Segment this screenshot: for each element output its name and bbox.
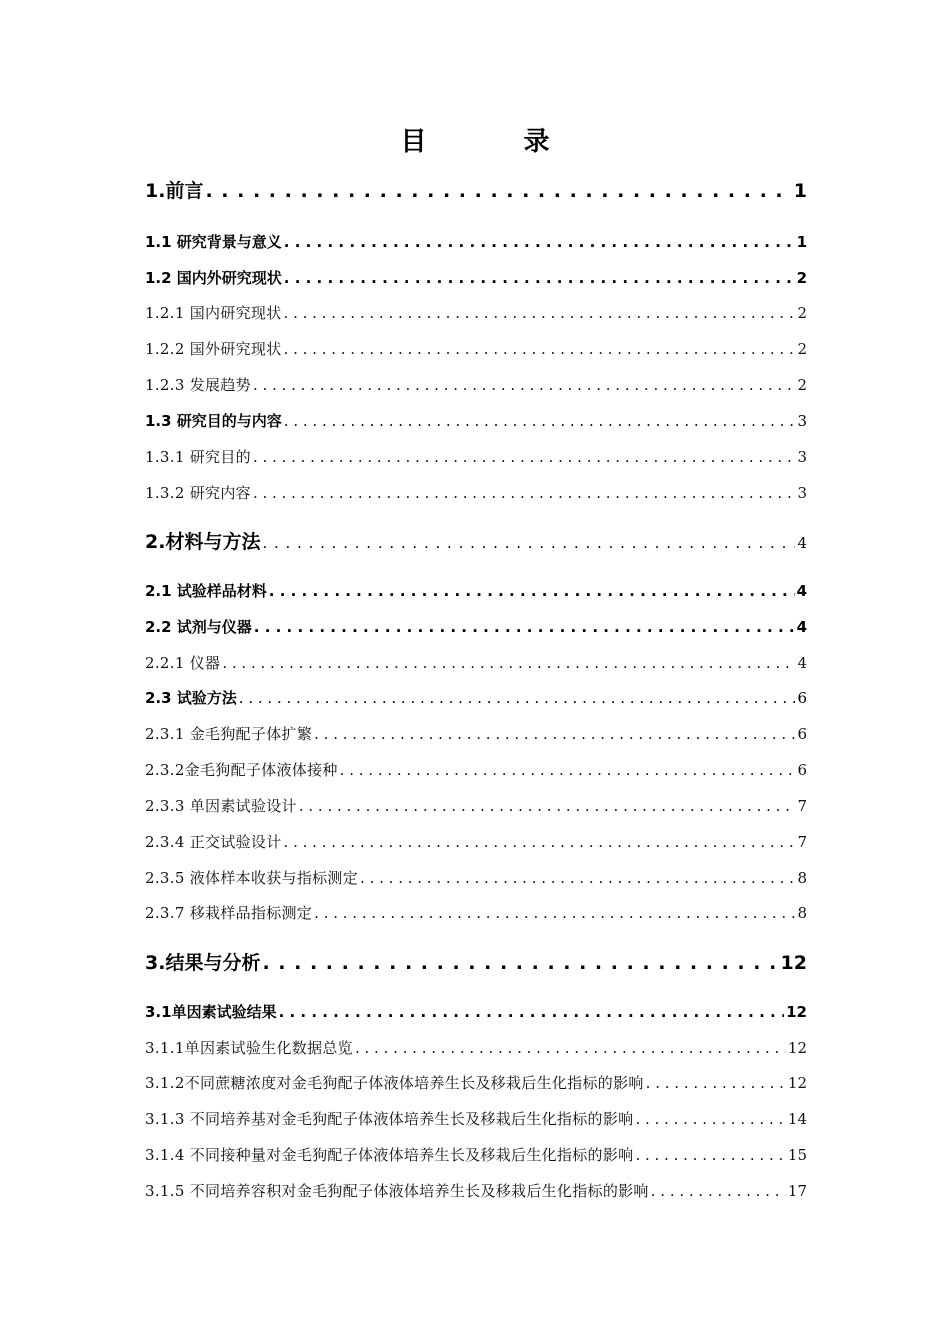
toc-entry-label: 1.3 研究目的与内容 <box>145 412 282 430</box>
toc-entry[interactable] <box>145 580 807 602</box>
toc-entry-page: 12 <box>786 1003 807 1021</box>
toc-entry[interactable] <box>145 902 807 924</box>
toc-entry-page: 2 <box>797 304 807 322</box>
toc-entry-page: 17 <box>787 1182 807 1200</box>
dot-leader <box>222 652 795 674</box>
toc-entry-label: 2.3.5 液体样本收获与指标测定 <box>145 869 359 887</box>
toc-entry[interactable] <box>145 231 807 253</box>
toc-entry[interactable] <box>145 267 807 289</box>
toc-entry[interactable] <box>145 831 807 853</box>
toc-entry-label: 1.2.1 国内研究现状 <box>145 304 282 322</box>
dot-leader <box>239 687 796 709</box>
dot-leader <box>299 795 796 817</box>
toc-entry-label: 1.前言 <box>145 180 204 202</box>
toc-entry[interactable] <box>145 867 807 889</box>
toc-entry[interactable] <box>145 687 807 709</box>
toc-entry[interactable] <box>145 1144 807 1166</box>
toc-entry-label: 3.1.5 不同培养容积对金毛狗配子体液体培养生长及移栽后生化指标的影响 <box>145 1182 649 1200</box>
toc-entry-label: 1.2.2 国外研究现状 <box>145 340 282 358</box>
toc-entry[interactable] <box>145 795 807 817</box>
toc-entry-page: 4 <box>797 654 807 672</box>
toc-entry[interactable] <box>145 374 807 396</box>
toc-entry-page: 6 <box>797 725 807 743</box>
dot-leader <box>314 723 795 745</box>
toc-entry-page: 2 <box>797 340 807 358</box>
dot-leader <box>279 1001 785 1023</box>
toc-entry-page: 12 <box>780 952 807 974</box>
toc-entry-label: 3.1.4 不同接种量对金毛狗配子体液体培养生长及移栽后生化指标的影响 <box>145 1146 634 1164</box>
dot-leader <box>253 374 796 396</box>
dot-leader <box>314 902 795 924</box>
toc-entry[interactable] <box>145 723 807 745</box>
toc-entry-page: 2 <box>797 376 807 394</box>
toc-title: 目 录 <box>400 127 594 157</box>
toc-entry-page: 14 <box>787 1110 807 1128</box>
toc-entry[interactable] <box>145 529 807 556</box>
dot-leader <box>646 1072 786 1094</box>
toc-entry-page: 3 <box>797 484 807 502</box>
toc-entry-label: 1.2.3 发展趋势 <box>145 376 251 394</box>
toc-entry-label: 1.3.1 研究目的 <box>145 448 251 466</box>
dot-leader <box>635 1144 785 1166</box>
toc-entry[interactable] <box>145 446 807 468</box>
toc-entry-label: 3.1单因素试验结果 <box>145 1003 277 1021</box>
toc-entry-page: 12 <box>787 1074 807 1092</box>
dot-leader <box>262 530 795 556</box>
toc-entry-label: 1.1 研究背景与意义 <box>145 233 282 251</box>
dot-leader <box>269 580 795 602</box>
toc-entry[interactable] <box>145 1001 807 1023</box>
dot-leader <box>284 302 796 324</box>
toc-entry-page: 4 <box>796 618 807 636</box>
toc-entry[interactable] <box>145 302 807 324</box>
toc-entry-page: 6 <box>797 689 807 707</box>
toc-entry-page: 3 <box>797 412 807 430</box>
toc-entry[interactable] <box>145 1072 807 1094</box>
dot-leader <box>254 616 795 638</box>
dot-leader <box>253 446 796 468</box>
dot-leader <box>355 1037 786 1059</box>
toc-entry-page: 12 <box>787 1039 807 1057</box>
toc-entry-page: 15 <box>787 1146 807 1164</box>
toc-entry[interactable] <box>145 652 807 674</box>
toc-entry-page: 8 <box>797 869 807 887</box>
toc-entry[interactable] <box>145 482 807 504</box>
toc-entry-page: 7 <box>797 797 807 815</box>
toc-entry-page: 2 <box>796 269 807 287</box>
toc-entry-label: 1.3.2 研究内容 <box>145 484 251 502</box>
toc-entry[interactable] <box>145 950 807 976</box>
toc-entry-label: 2.2.1 仪器 <box>145 654 221 672</box>
toc-entry-label: 2.材料与方法 <box>145 531 261 553</box>
toc-entry-label: 3.1.1单因素试验生化数据总览 <box>145 1039 353 1057</box>
toc-entry[interactable] <box>145 616 807 638</box>
toc-entry[interactable] <box>145 338 807 360</box>
toc-entry-label: 2.3.2金毛狗配子体液体接种 <box>145 761 338 779</box>
dot-leader <box>284 338 796 360</box>
dot-leader <box>284 831 796 853</box>
toc-entry-label: 3.1.3 不同培养基对金毛狗配子体液体培养生长及移栽后生化指标的影响 <box>145 1110 634 1128</box>
toc-entry[interactable] <box>145 410 807 432</box>
toc-entry-page: 3 <box>797 448 807 466</box>
toc-entry[interactable] <box>145 178 807 204</box>
dot-leader <box>284 267 795 289</box>
dot-leader <box>284 410 796 432</box>
dot-leader <box>651 1180 786 1202</box>
dot-leader <box>284 231 795 253</box>
dot-leader <box>262 950 778 976</box>
toc-entry-label: 3.结果与分析 <box>145 952 261 974</box>
toc-entry-label: 2.3 试验方法 <box>145 689 237 707</box>
toc-entry-page: 1 <box>796 233 807 251</box>
toc-entry-label: 1.2 国内外研究现状 <box>145 269 282 287</box>
toc-entry[interactable] <box>145 1108 807 1130</box>
toc-entry[interactable] <box>145 759 807 781</box>
toc-entry-page: 6 <box>797 761 807 779</box>
dot-leader <box>253 482 796 504</box>
toc-entry-label: 2.1 试验样品材料 <box>145 582 267 600</box>
toc-entry-label: 3.1.2不同蔗糖浓度对金毛狗配子体液体培养生长及移栽后生化指标的影响 <box>145 1074 644 1092</box>
toc-entry[interactable] <box>145 1037 807 1059</box>
dot-leader <box>635 1108 785 1130</box>
toc-entry-label: 2.3.7 移栽样品指标测定 <box>145 904 313 922</box>
toc-entry-label: 2.3.4 正交试验设计 <box>145 833 282 851</box>
toc-entry-label: 2.2 试剂与仪器 <box>145 618 252 636</box>
toc-entry[interactable] <box>145 1180 807 1202</box>
dot-leader <box>205 178 791 204</box>
toc-entry-page: 4 <box>797 534 807 552</box>
toc-entry-label: 2.3.3 单因素试验设计 <box>145 797 297 815</box>
dot-leader <box>360 867 795 889</box>
toc-entry-label: 2.3.1 金毛狗配子体扩繁 <box>145 725 313 743</box>
dot-leader <box>340 759 796 781</box>
toc-entry-page: 1 <box>793 180 807 202</box>
toc-entry-page: 8 <box>797 904 807 922</box>
toc-entry-page: 4 <box>796 582 807 600</box>
toc-entry-page: 7 <box>797 833 807 851</box>
